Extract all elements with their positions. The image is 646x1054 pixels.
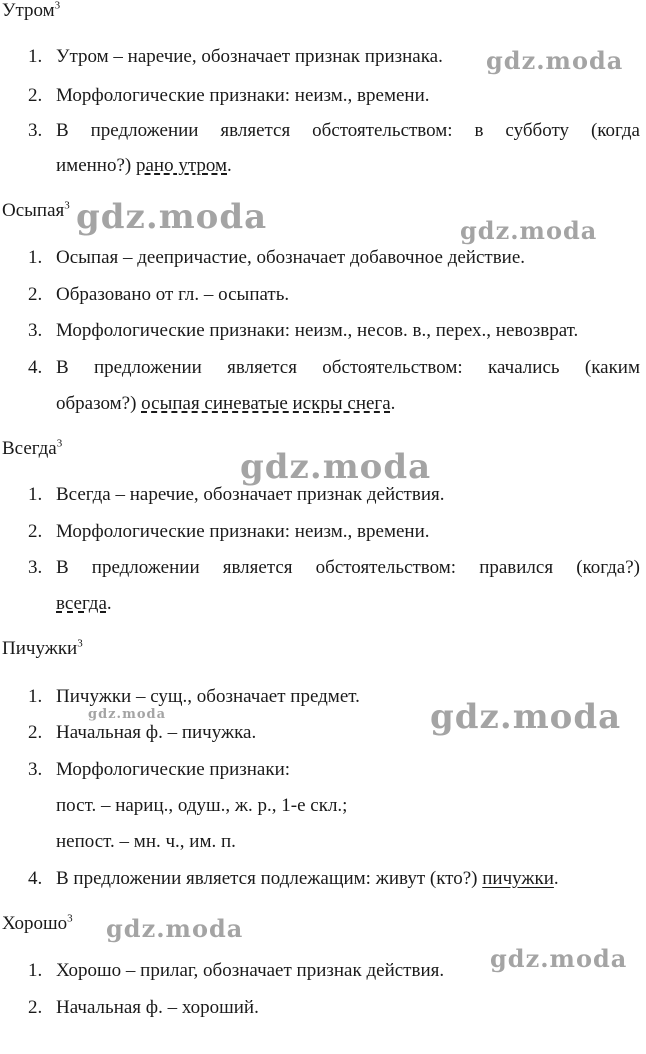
item-number: 2. [28,521,43,542]
item-number: 3. [28,120,43,141]
watermark: gdz.moda [240,447,432,487]
item-number: 4. [28,357,43,378]
item-text: Морфологические признаки: неизм., времени. [56,521,430,542]
item-text-line1: В предложении является обстоятельством: качались (каким [56,357,640,378]
watermark: gdz.moda [490,944,628,973]
item-text-line2: образом?) осыпая синеватые искры снега. [56,393,396,414]
item-number: 2. [28,284,43,305]
item-text: Морфологические признаки: неизм., несов. в., перех., невозврат. [56,320,579,341]
item-number: 1. [28,960,43,981]
item-text-line2: всегда. [56,593,112,614]
watermark: gdz.moda [76,197,268,237]
watermark: gdz.moda [88,707,167,722]
item-number: 1. [28,247,43,268]
item-number: 4. [28,868,43,889]
watermark: gdz.moda [460,216,598,245]
item-text-line2: именно?) рано утром. [56,155,232,176]
item-subline: пост. – нариц., одуш., ж. р., 1-е скл.; [56,795,348,816]
item-number: 1. [28,46,43,67]
item-text: Всегда – наречие, обозначает признак действия. [56,484,445,505]
item-text-line1: В предложении является обстоятельством: в субботу (когда [56,120,640,141]
item-text: Образовано от гл. – осыпать. [56,284,290,305]
item-text: В предложении является подлежащим: живут (кто?) пичужки. [56,868,559,889]
item-number: 3. [28,759,43,780]
underlined-phrase: осыпая синеватые искры снега [141,393,391,414]
item-text-line1: В предложении является обстоятельством: правился (когда?) [56,557,640,578]
section-title-vsegda: Всегда$^3$ [2,437,63,459]
item-text: Морфологические признаки: неизм., времени. [56,85,430,106]
watermark: gdz.moda [430,697,622,737]
watermark: gdz.moda [106,914,244,943]
item-subline: непост. – мн. ч., им. п. [56,831,236,852]
item-number: 3. [28,557,43,578]
item-number: 1. [28,484,43,505]
section-title-utrom: Утром$^3$ [2,0,61,21]
item-text: Начальная ф. – хороший. [56,997,259,1018]
item-number: 2. [28,85,43,106]
item-text: Морфологические признаки: [56,759,291,780]
item-number: 2. [28,722,43,743]
section-title-osypaya: Осыпая$^3$ [2,199,70,221]
underlined-phrase: рано утром [135,155,228,176]
section-title-pichuzhki: Пичужки$^3$ [2,637,83,659]
underlined-word: пичужки [482,868,554,889]
item-number: 2. [28,997,43,1018]
underlined-phrase: всегда [56,593,107,614]
item-number: 1. [28,686,43,707]
item-number: 3. [28,320,43,341]
item-text: Пичужки – сущ., обозначает предмет. [56,686,360,707]
item-text: Осыпая – деепричастие, обозначает добавочное действие. [56,247,526,268]
item-text: Хорошо – прилаг, обозначает признак действия. [56,960,445,981]
item-text: Начальная ф. – пичужка. [56,722,257,743]
watermark: gdz.moda [486,46,624,75]
section-title-khorosho: Хорошо$^3$ [2,912,73,934]
item-text: Утром – наречие, обозначает признак признака. [56,46,443,67]
